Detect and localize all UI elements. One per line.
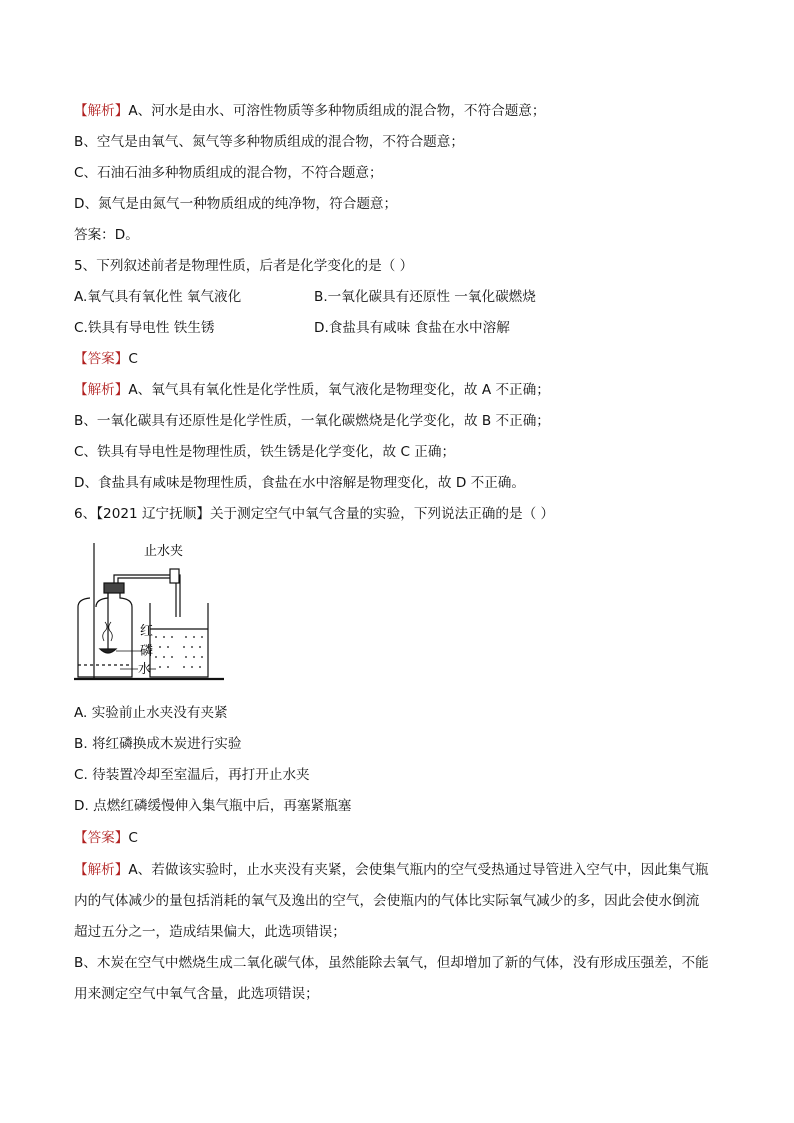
q5-answer [74,350,138,368]
analysis-tag: 【解析】 [74,862,129,878]
figure-clamp [170,569,179,583]
q6-analysis-a3: 超过五分之一，造成结果偏大，此选项错误； [74,924,346,940]
analysis-line-a [74,102,546,120]
q6-analysis-a2: 内的气体减少的量包括消耗的氧气及逸出的空气，会使瓶内的气体比实际氧气减少的多，因此会使水倒流 [74,893,700,909]
apparatus-figure [74,543,234,685]
q5-option-a: A.氧气具有氧化性 氧气液化 [74,289,242,305]
q5-option-d: D.食盐具有咸味 食盐在水中溶解 [314,320,510,336]
analysis-text: A、若做该实验时，止水夹没有夹紧，会使集气瓶内的空气受热通过导管进入空气中，因此集气瓶 [128,862,709,878]
q6-option-a: A. 实验前止水夹没有夹紧 [74,705,228,721]
figure-smoke [103,622,107,641]
q5-option-row-2 [74,319,510,337]
q6-number: 6、 [74,506,97,522]
answer-tag: 【答案】 [74,351,129,367]
q5-analysis-a [74,381,550,399]
q6-analysis-b2: 用来测定空气中氧气含量，此选项错误； [74,986,319,1002]
q6-analysis-b1: B、木炭在空气中燃烧生成二氧化碳气体，虽然能除去氧气，但却增加了新的气体，没有形成压强差，不能 [74,955,709,971]
q5-stem: 5、下列叙述前者是物理性质，后者是化学变化的是（ ） [74,258,414,274]
q5-option-c: C.铁具有导电性 铁生锈 [74,320,215,336]
analysis-line-d: D、氮气是由氮气一种物质组成的纯净物，符合题意； [74,196,398,212]
figure-label-clamp: 止水夹 [144,544,184,559]
q6-option-c: C. 待装置冷却至室温后，再打开止水夹 [74,767,310,783]
q6-stem [74,505,554,523]
answer-line: 答案：D。 [74,227,139,243]
figure-label-phos: 磷 [140,644,154,659]
analysis-text: A、河水是由水、可溶性物质等多种物质组成的混合物，不符合题意； [128,103,546,119]
figure-label-red: 红 [140,624,154,639]
q5-analysis-c: C、铁具有导电性是物理性质，铁生锈是化学变化，故 C 正确； [74,444,456,460]
q5-analysis-b: B、一氧化碳具有还原性是化学性质，一氧化碳燃烧是化学变化，故 B 不正确； [74,413,550,429]
answer-value: C [128,351,138,367]
figure-smoke [109,622,113,641]
q5-option-row-1 [74,288,536,306]
figure-beaker-water [155,636,203,668]
answer-value: C [128,830,138,846]
q6-option-d: D. 点燃红磷缓慢伸入集气瓶中后，再塞紧瓶塞 [74,798,352,814]
answer-tag: 【答案】 [74,830,129,846]
analysis-text: A、氧气具有氧化性是化学性质，氧气液化是物理变化，故 A 不正确； [128,382,550,398]
q6-answer [74,829,138,847]
q5-option-b: B.一氧化碳具有还原性 一氧化碳燃烧 [314,289,536,305]
q5-analysis-d: D、食盐具有咸味是物理性质，食盐在水中溶解是物理变化，故 D 不正确。 [74,475,525,491]
q6-source: 【2021 辽宁抚顺】 [96,506,210,522]
figure-tube-inner [118,578,176,617]
q6-stem-text: 关于测定空气中氧气含量的实验，下列说法正确的是（ ） [209,506,555,522]
figure-label-water: 水 [138,662,152,677]
analysis-tag: 【解析】 [74,382,129,398]
figure-flask [78,591,132,677]
figure-spoon [100,649,116,653]
analysis-line-c: C、石油石油多种物质组成的混合物，不符合题意； [74,165,383,181]
analysis-tag: 【解析】 [74,103,129,119]
q6-analysis-a1 [74,861,709,879]
figure-beaker [150,603,208,677]
figure-stopper [104,583,124,593]
analysis-line-b: B、空气是由氧气、氮气等多种物质组成的混合物，不符合题意； [74,134,464,150]
q6-option-b: B. 将红磷换成木炭进行实验 [74,736,242,752]
